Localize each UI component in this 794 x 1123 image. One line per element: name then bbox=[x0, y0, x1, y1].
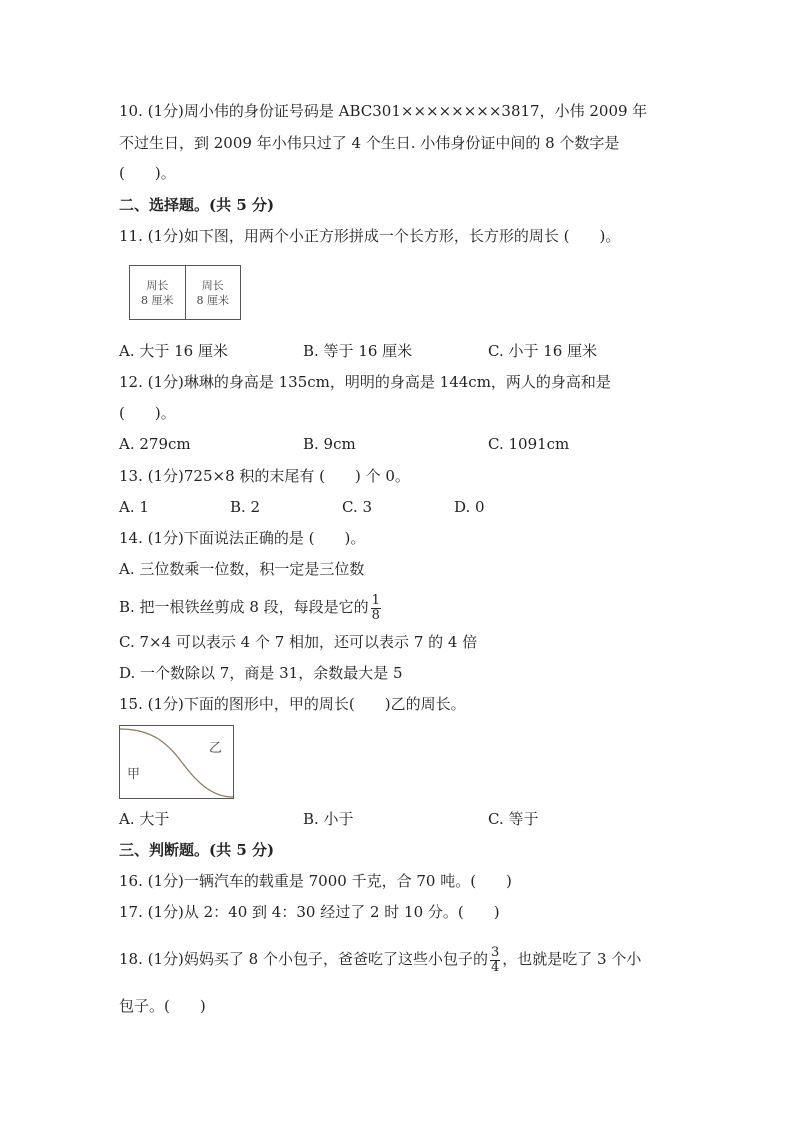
fraction-denominator: 8 bbox=[371, 607, 380, 623]
fraction-denominator: 4 bbox=[490, 959, 500, 975]
q14-text: 14. (1分)下面说法正确的是 ( )。 bbox=[119, 529, 366, 547]
section-3-heading: 三、判断题。(共 5 分) bbox=[119, 841, 275, 859]
q11-option-a: A. 大于 16 厘米 bbox=[119, 342, 228, 360]
square-left-label-1: 周长 bbox=[146, 278, 169, 292]
two-squares-figure bbox=[129, 265, 241, 320]
q16-text: 16. (1分)一辆汽车的载重是 7000 千克，合 70 吨。( ) bbox=[119, 872, 512, 890]
fraction-one-eighth bbox=[371, 594, 381, 623]
square-right-label-1: 周长 bbox=[201, 278, 224, 292]
q12-option-c: C. 1091cm bbox=[488, 435, 570, 453]
label-yi: 乙 bbox=[209, 741, 223, 756]
q15-option-a: A. 大于 bbox=[119, 810, 170, 828]
q13-option-a: A. 1 bbox=[119, 498, 149, 516]
square-right-label-2: 8 厘米 bbox=[196, 293, 229, 307]
q18-text-b: ，也就是吃了 3 个小 bbox=[502, 950, 642, 968]
q18-line-1 bbox=[119, 938, 641, 980]
q11-text: 11. (1分)如下图，用两个小正方形拼成一个长方形，长方形的周长 ( )。 bbox=[119, 227, 621, 245]
q14-option-a: A. 三位数乘一位数，积一定是三位数 bbox=[119, 560, 365, 578]
q11-option-b: B. 等于 16 厘米 bbox=[303, 342, 413, 360]
fraction-three-quarters bbox=[490, 946, 500, 975]
q15-text: 15. (1分)下面的图形中，甲的周长( )乙的周长。 bbox=[119, 695, 466, 713]
q12-line-1: 12. (1分)琳琳的身高是 135cm，明明的身高是 144cm，两人的身高和是 bbox=[119, 373, 611, 391]
q13-text: 13. (1分)725×8 积的末尾有 ( ) 个 0。 bbox=[119, 467, 410, 485]
square-left-label-2: 8 厘米 bbox=[141, 293, 174, 307]
jia-yi-figure bbox=[119, 725, 234, 799]
square-right bbox=[185, 266, 241, 319]
square-left bbox=[130, 266, 185, 319]
q17-text: 17. (1分)从 2：40 到 4：30 经过了 2 时 10 分。( ) bbox=[119, 903, 500, 921]
fraction-numerator: 1 bbox=[371, 592, 380, 608]
q13-option-b: B. 2 bbox=[230, 498, 261, 516]
fraction-numerator: 3 bbox=[490, 944, 500, 960]
q14-option-c: C. 7×4 可以表示 4 个 7 相加，还可以表示 7 的 4 倍 bbox=[119, 633, 478, 651]
q10-line-1: 10. (1分)周小伟的身份证号码是 ABC301××××××××3817，小伟 2009 年 bbox=[119, 102, 648, 120]
q18-text-a: 18. (1分)妈妈买了 8 个小包子，爸爸吃了这些小包子的 bbox=[119, 950, 488, 968]
section-2-heading: 二、选择题。(共 5 分) bbox=[119, 196, 275, 214]
q14-option-b-text: B. 把一根铁丝剪成 8 段，每段是它的 bbox=[119, 598, 369, 616]
q11-option-c: C. 小于 16 厘米 bbox=[488, 342, 598, 360]
q12-line-2: ( )。 bbox=[119, 404, 176, 422]
q10-line-2: 不过生日，到 2009 年小伟只过了 4 个生日. 小伟身份证中间的 8 个数字是 bbox=[119, 134, 620, 152]
q14-option-b bbox=[119, 586, 383, 628]
q14-option-d: D. 一个数除以 7，商是 31，余数最大是 5 bbox=[119, 664, 403, 682]
q18-line-2: 包子。( ) bbox=[119, 997, 206, 1015]
q10-line-3: ( )。 bbox=[119, 164, 176, 182]
q13-option-d: D. 0 bbox=[454, 498, 485, 516]
q12-option-b: B. 9cm bbox=[303, 435, 356, 453]
q13-option-c: C. 3 bbox=[342, 498, 373, 516]
q15-option-c: C. 等于 bbox=[488, 810, 539, 828]
q12-option-a: A. 279cm bbox=[119, 435, 191, 453]
q15-option-b: B. 小于 bbox=[303, 810, 354, 828]
label-jia: 甲 bbox=[127, 767, 141, 782]
